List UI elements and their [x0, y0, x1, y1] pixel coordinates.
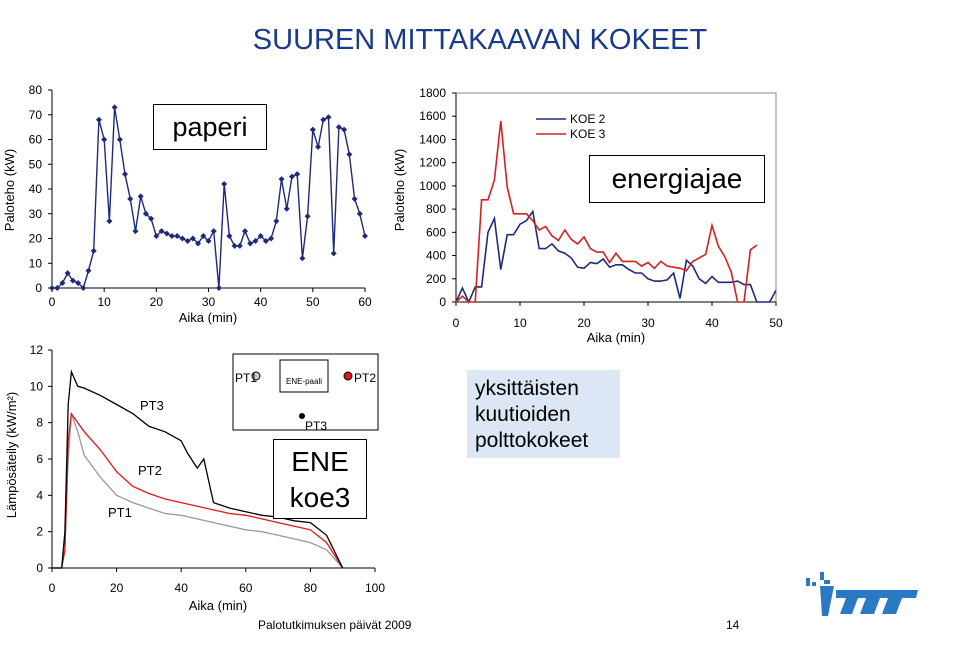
x-axis-title: Aika (min) — [586, 330, 646, 345]
x-tick-label: 10 — [513, 316, 527, 330]
footer-text: Palotutkimuksen päivät 2009 — [258, 618, 412, 632]
data-point — [310, 127, 316, 133]
data-point — [315, 144, 321, 150]
data-point — [226, 233, 232, 239]
x-tick-label: 30 — [201, 295, 216, 309]
chart-energiajae — [390, 80, 800, 350]
data-point — [174, 233, 180, 239]
chart-label-ene-koe3: ENE koe3 — [273, 439, 367, 519]
y-tick-label: 0 — [35, 281, 42, 295]
inset-ene-paali-box — [280, 360, 328, 392]
data-point — [164, 231, 170, 237]
slide-title: SUUREN MITTAKAAVAN KOKEET — [252, 24, 708, 56]
y-tick-label: 60 — [28, 132, 42, 147]
data-point — [122, 171, 128, 177]
data-point — [346, 151, 352, 157]
data-point — [247, 240, 253, 246]
note-box: yksittäisten kuutioiden polttokokeet — [467, 370, 620, 458]
x-axis-title: Aika (min) — [178, 310, 238, 325]
x-tick-label: 20 — [149, 295, 164, 309]
data-point — [169, 233, 175, 239]
data-point — [86, 268, 92, 274]
x-tick-label: 60 — [358, 295, 372, 309]
x-tick-label: 0 — [48, 581, 56, 595]
data-point — [132, 228, 138, 234]
y-tick-label: 20 — [28, 231, 42, 246]
y-tick-label: 50 — [28, 157, 42, 172]
y-tick-label: 800 — [425, 202, 446, 217]
y-tick-label: 0 — [439, 295, 446, 309]
y-tick-label: 80 — [28, 83, 42, 97]
inset-label-pt3: PT3 — [305, 419, 328, 433]
data-point — [305, 213, 311, 219]
data-point — [336, 124, 342, 130]
data-point — [211, 228, 217, 234]
data-point — [138, 193, 144, 199]
x-tick-label: 30 — [641, 316, 655, 330]
chart-label-energiajae: energiajae — [589, 155, 765, 203]
data-point — [101, 137, 107, 143]
x-tick-label: 40 — [705, 316, 719, 330]
y-axis-title: Paloteho (kW) — [2, 148, 17, 232]
data-point — [279, 176, 285, 182]
series-annotation: PT1 — [108, 505, 132, 520]
y-tick-label: 10 — [29, 379, 43, 394]
vtt-logo — [800, 572, 930, 622]
page-number: 14 — [726, 618, 740, 632]
y-tick-label: 200 — [425, 271, 446, 286]
data-point — [320, 117, 326, 123]
data-point — [117, 137, 123, 143]
x-tick-label: 10 — [97, 295, 111, 309]
x-tick-label: 80 — [303, 581, 318, 595]
x-tick-label: 20 — [577, 316, 591, 330]
y-tick-label: 1800 — [419, 86, 446, 100]
y-tick-label: 1600 — [419, 109, 446, 124]
y-tick-label: 8 — [36, 415, 43, 430]
y-tick-label: 0 — [36, 561, 43, 575]
data-point — [273, 218, 279, 224]
y-tick-label: 1200 — [419, 155, 446, 170]
y-tick-label: 70 — [28, 107, 42, 122]
x-axis-title: Aika (min) — [188, 598, 248, 613]
legend-label: KOE 2 — [570, 112, 606, 126]
y-tick-label: 10 — [28, 256, 42, 271]
x-tick-label: 0 — [452, 316, 460, 330]
inset-label-pt1: PT1 — [235, 371, 258, 385]
y-tick-label: 40 — [28, 182, 42, 196]
x-tick-label: 100 — [364, 581, 386, 595]
data-point — [112, 104, 118, 110]
x-tick-label: 60 — [239, 581, 253, 595]
data-point — [242, 228, 248, 234]
data-point — [221, 181, 227, 187]
x-tick-label: 0 — [48, 295, 56, 309]
data-point — [362, 233, 368, 239]
series-annotation: PT3 — [140, 398, 164, 413]
data-point — [232, 243, 238, 249]
data-point — [357, 211, 363, 217]
series-line — [456, 211, 776, 302]
y-axis-title: Lämpösäteily (kW/m²) — [4, 391, 19, 519]
y-tick-label: 1000 — [419, 178, 446, 193]
y-tick-label: 30 — [28, 206, 42, 221]
x-tick-label: 20 — [109, 581, 124, 595]
y-tick-label: 12 — [29, 343, 43, 357]
x-tick-label: 40 — [253, 295, 268, 309]
data-point — [91, 248, 97, 254]
x-tick-label: 40 — [174, 581, 188, 595]
data-point — [284, 206, 290, 212]
series-line — [456, 121, 757, 302]
data-point — [325, 114, 331, 120]
y-tick-label: 6 — [36, 452, 43, 466]
inset-label-pt2: PT2 — [354, 371, 377, 385]
data-point — [341, 127, 347, 133]
y-axis-title: Paloteho (kW) — [392, 148, 407, 232]
x-tick-label: 50 — [769, 316, 783, 330]
data-point — [299, 255, 305, 261]
y-tick-label: 4 — [36, 488, 43, 503]
data-point — [352, 196, 358, 202]
data-point — [185, 238, 191, 244]
chart-label-paperi: paperi — [153, 104, 267, 150]
inset-marker-pt2 — [344, 372, 352, 380]
x-tick-label: 50 — [306, 295, 320, 309]
y-tick-label: 1400 — [419, 132, 446, 147]
data-point — [216, 285, 222, 291]
data-point — [268, 236, 274, 242]
series-annotation: PT2 — [138, 463, 162, 478]
data-point — [237, 243, 243, 249]
data-point — [289, 174, 295, 180]
y-tick-label: 2 — [36, 524, 43, 539]
data-point — [294, 171, 300, 177]
data-point — [106, 218, 112, 224]
data-point — [331, 250, 337, 256]
inset-label-ene-paali: ENE-paali — [285, 377, 323, 386]
y-tick-label: 600 — [425, 225, 446, 240]
data-point — [179, 236, 185, 242]
data-point — [96, 117, 102, 123]
data-point — [127, 196, 133, 202]
data-point — [49, 285, 55, 291]
legend-label: KOE 3 — [570, 127, 606, 141]
y-tick-label: 400 — [425, 248, 446, 263]
